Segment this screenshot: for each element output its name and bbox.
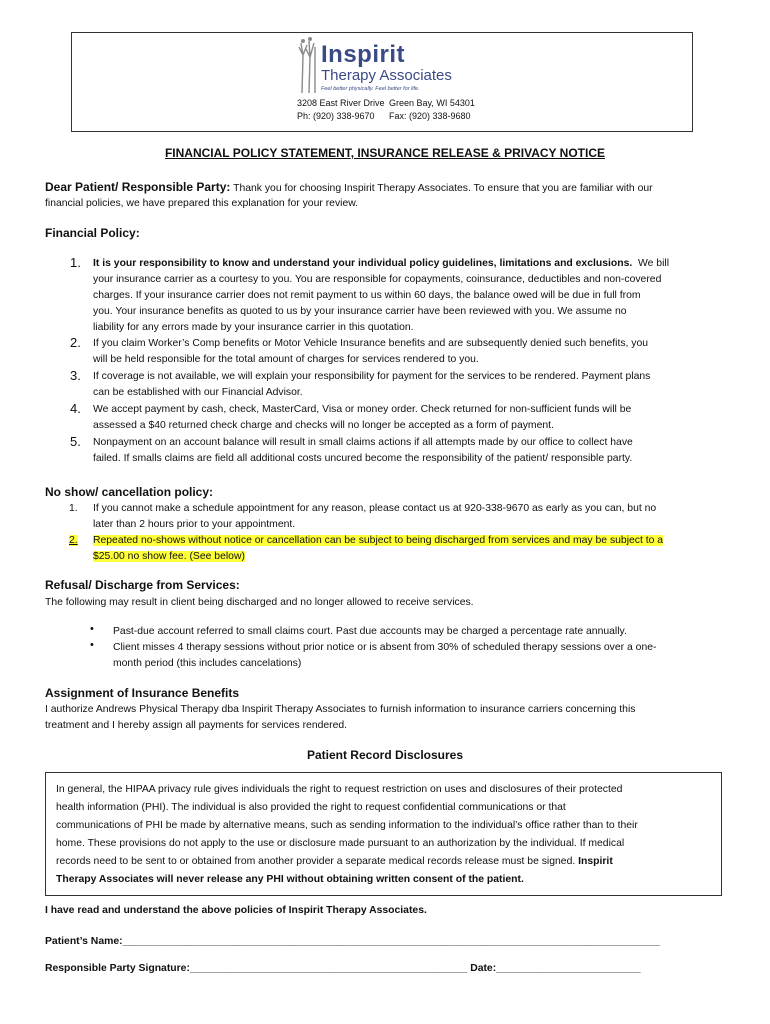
company-logo	[297, 37, 477, 97]
fp-item-4-number: 4.	[70, 401, 81, 416]
fp-item-1-line-5: liability for any errors made by your insurance carrier in this quotation.	[93, 322, 414, 333]
records-line-5	[56, 853, 613, 871]
ns-item-1-number: 1.	[69, 503, 78, 514]
logo-tagline: Feel better physically. Feel better for life.	[321, 86, 420, 92]
logo-subtitle: Therapy Associates	[321, 67, 452, 84]
ns-item-2-line-1	[93, 533, 663, 549]
logo-brand: Inspirit	[321, 41, 406, 68]
ns-item-1-line-1: If you cannot make a schedule appointment for any reason, please contact us at 920-338-9670 as early as you can, but no	[93, 503, 657, 514]
fp-item-1-line-1	[93, 256, 669, 272]
refusal-bullet-1-line-1: Past-due account referred to small claims court. Past due accounts may be charged a percentage rate annually.	[113, 626, 627, 637]
intro-text-1: Thank you for choosing Inspirit Therapy Associates. To ensure that you are familiar with our	[233, 183, 653, 194]
refusal-bullet-2-line-1: Client misses 4 therapy sessions without prior notice or is absent from 30% of scheduled therapy sessions over a one-	[113, 642, 657, 653]
ns-item-2-number	[69, 533, 78, 549]
records-heading: Patient Record Disclosures	[306, 748, 464, 762]
ns-item-2-highlight-1: Repeated no-shows without notice or cancellation can be subject to being discharged from services and may be subject to a	[93, 535, 664, 546]
bullet-icon: •	[90, 623, 94, 635]
contact-block	[297, 97, 475, 123]
fp-item-1-lead-rest: We bill	[632, 258, 670, 269]
street-address: 3208 East River Drive	[297, 98, 385, 108]
records-line-6: Therapy Associates will never release any PHI without obtaining written consent of the patient.	[56, 874, 524, 885]
fax-number: Fax: (920) 338-9680	[389, 111, 471, 121]
fp-item-3-number: 3.	[70, 368, 81, 383]
salutation: Dear Patient/ Responsible Party:	[45, 180, 231, 194]
fp-item-1-line-3: charges. If your insurance carrier does not remit payment to us within 60 days, the balance owed will be due in full from	[93, 290, 641, 301]
fp-item-1-bold: It is your responsibility to know and understand your individual policy guidelines, limitations and exclusions.	[93, 258, 633, 269]
fp-item-5-number: 5.	[70, 434, 81, 449]
fp-item-1-line-2: your insurance carrier as a courtesy to you. You are responsible for copayments, coinsurance, deductibles and non-covered	[93, 274, 662, 285]
ns-item-1-line-2: later than 2 hours prior to your appointment.	[93, 519, 296, 530]
records-line-5-bold: Inspirit	[578, 856, 613, 867]
city-address: Green Bay, WI 54301	[389, 98, 475, 108]
no-show-heading: No show/ cancellation policy:	[45, 485, 214, 499]
ns-item-2-highlight-2: $25.00 no show fee. (See below)	[93, 551, 245, 562]
records-line-3: communications of PHI be made by alternative means, such as sending information to the individual’s office rather than to their	[56, 820, 638, 831]
document-title: FINANCIAL POLICY STATEMENT, INSURANCE RELEASE & PRIVACY NOTICE	[164, 146, 606, 160]
fp-item-1-number: 1.	[70, 255, 81, 270]
fp-item-4-line-2: assessed a $40 returned check charge and checks will no longer be accepted as a form of payment.	[93, 420, 554, 431]
financial-policy-heading: Financial Policy:	[45, 226, 140, 240]
assignment-line-2: treatment and I hereby assign all payments for services rendered.	[45, 720, 348, 731]
signature-date-field[interactable]: Responsible Party Signature:________________________________________________ Date:_________________________	[45, 963, 641, 974]
letterhead	[71, 32, 693, 132]
assignment-heading: Assignment of Insurance Benefits	[45, 686, 240, 700]
fp-item-5-line-1: Nonpayment on an account balance will result in small claims actions if all attempts made by our office to collect have	[93, 437, 633, 448]
fp-item-2-line-2: will be held responsible for the total amount of charges for services rendered to you.	[93, 354, 479, 365]
intro-line-1	[45, 179, 653, 197]
fp-item-2-number: 2.	[70, 335, 81, 350]
fp-item-3-line-2: can be established with our Financial Advisor.	[93, 387, 303, 398]
records-line-2: health information (PHI). The individual is also provided the right to request confidential communications or that	[56, 802, 566, 813]
fp-item-2-line-1: If you claim Worker’s Comp benefits or Motor Vehicle Insurance benefits and are subsequently denied such benefits, you	[93, 338, 649, 349]
ns-item-2-num-text: 2.	[69, 535, 78, 546]
fp-item-4-line-1: We accept payment by cash, check, MasterCard, Visa or money order. Check returned for non-sufficient funds will be	[93, 404, 632, 415]
refusal-bullet-2-line-2: month period (this includes cancelations)	[113, 658, 302, 669]
intro-line-2: financial policies, we have prepared this explanation for your review.	[45, 198, 359, 209]
records-line-1: In general, the HIPAA privacy rule gives individuals the right to request restriction on uses and disclosures of their protected	[56, 784, 623, 795]
bullet-icon: •	[90, 639, 94, 651]
logo-figures-icon	[297, 37, 319, 95]
ns-item-2-line-2	[93, 549, 245, 565]
acknowledgement: I have read and understand the above policies of Inspirit Therapy Associates.	[45, 905, 427, 916]
patient-name-field[interactable]: Patient’s Name:_____________________________________________________________________________________________	[45, 936, 660, 947]
fp-item-1-line-4: you. Your insurance benefits as quoted to us by your insurance carrier have been reviewed with you. We assume no	[93, 306, 627, 317]
records-line-4: home. These provisions do not apply to the use or disclosure made pursuant to an authorization by the individual. If medical	[56, 838, 625, 849]
phone-number: Ph: (920) 338-9670	[297, 111, 375, 121]
records-line-5-text: records need to be sent to or obtained from another provider a separate medical records release must be signed.	[56, 856, 576, 867]
fp-item-5-line-2: failed. If smalls claims are field all additional costs uncured become the responsibility of the patient/ responsible party.	[93, 453, 633, 464]
assignment-line-1: I authorize Andrews Physical Therapy dba Inspirit Therapy Associates to furnish information to insurance carriers concerning this	[45, 704, 636, 715]
fp-item-3-line-1: If coverage is not available, we will explain your responsibility for payment for the services to be rendered. Payment plans	[93, 371, 651, 382]
refusal-intro: The following may result in client being discharged and no longer allowed to receive services.	[45, 597, 474, 608]
refusal-heading: Refusal/ Discharge from Services:	[45, 578, 240, 592]
